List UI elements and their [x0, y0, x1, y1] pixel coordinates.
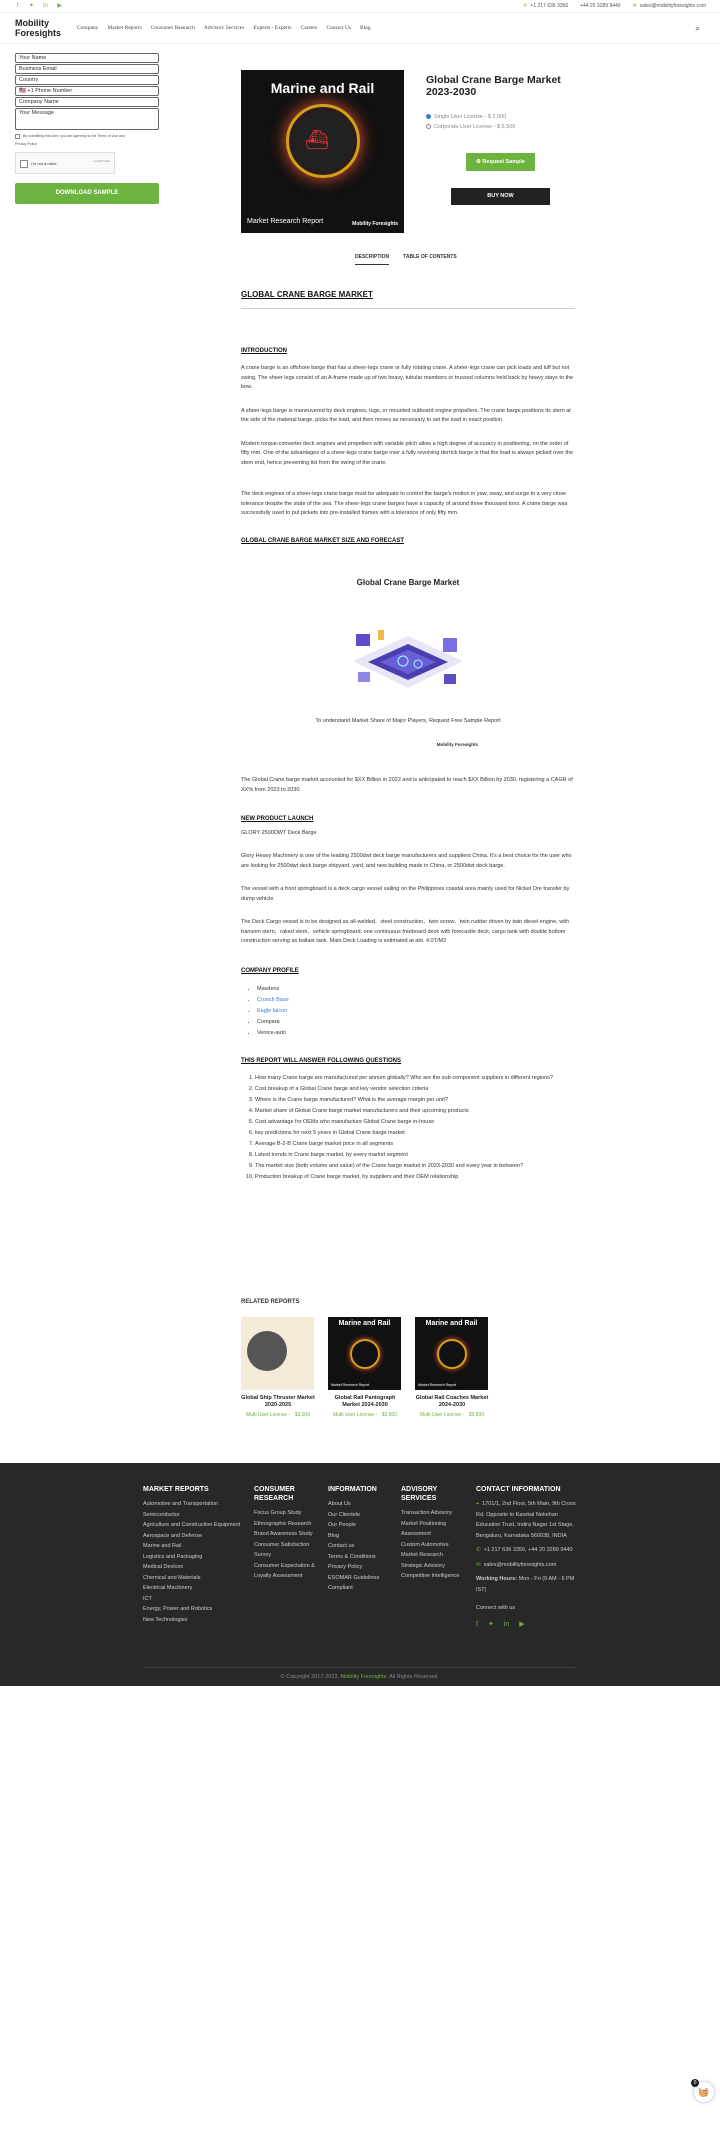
nav-contact[interactable]: Contact Us [326, 25, 351, 31]
questions-list [255, 1073, 575, 1183]
mail-icon: ✉ [476, 1561, 481, 1568]
phone-icon: ✆ [523, 3, 528, 9]
footer-link[interactable]: Ethnographic Research [254, 1520, 312, 1527]
launch-paragraph: The vessel with a front springboard is a deck cargo vessel sailing on the Philippines coastal area mainly used for Nickel Ore transfer by dump vehicle. [241, 886, 570, 902]
country-field[interactable]: Country [15, 75, 159, 85]
footer-link[interactable]: Contact us [328, 1543, 355, 1549]
request-sample-button[interactable]: ⚙ Request Sample [466, 153, 535, 171]
list-item[interactable]: • Eagle falcon [257, 1006, 575, 1017]
top-contacts [523, 3, 706, 9]
launch-heading: NEW PRODUCT LAUNCH [241, 816, 314, 822]
launch-paragraph: GLORY 2500DWT Deck Barge [241, 829, 317, 836]
list-item: 10. Production breakup of Crane barge market, by suppliers and their OEM relationship [255, 1172, 575, 1183]
list-item: 4. Market share of Global Crane barge market manufacturers and their upcoming products [255, 1106, 575, 1117]
footer-link[interactable]: Marine and Rail [143, 1543, 182, 1549]
cart-button[interactable] [694, 2082, 714, 2102]
footer-link[interactable]: Custom Automotive Market Research [401, 1541, 449, 1558]
email-field[interactable]: Business Email [15, 64, 159, 74]
phone-link-2[interactable]: +44 20 3289 9440 [580, 3, 621, 9]
site-footer [0, 1463, 720, 1686]
footer-market-reports: MARKET REPORTS Automotive and Transportation Semiconductor Agriculture and Construction Equipment Aerospace and Defense Marine and Rail Logistics and Packaging Medical Devices Chemical and Materials Electrical Machinery ICT Energy, Power and Robotics New Technologies [143, 1485, 243, 1625]
footer-link[interactable]: Privacy Policy [328, 1564, 363, 1570]
email-link[interactable]: ✉ sales@mobilityforesights.com [632, 3, 706, 9]
footer-link[interactable]: Terms & Conditions [328, 1553, 376, 1560]
list-item: • Venice-auto [257, 1028, 575, 1039]
footer-link[interactable]: Our Clientele [328, 1511, 361, 1518]
footer-link[interactable]: Transaction Advisory [401, 1510, 452, 1516]
list-item: 6. key predictions for next 5 years in Global Crane barge market [255, 1128, 575, 1139]
tabs [355, 254, 457, 265]
footer-contact: CONTACT INFORMATION ⌖ 1701/1, 2nd Floor, 5th Main, 9th Cross Rd, Opposite to Karekal Nekehan Education Trust, Indira Nagar 1st Stage, Bengaluru, Karnataka 560038, INDIA ✆ +1 217 636 3356, +44 20 3289 9440 ✉ sales@mobilityforesights.com Working Hours: Mon - Fri (9 AM - 6 PM IST) Connect with us f ✦ in ▶ [476, 1485, 576, 1630]
launch-paragraph: The Deck Cargo vessel is to be designed as all-welded、steel construction、twin screw、twin rudder driven by twin diesel engine, with transom stern、raked stem、vehicle springboard, one continuous freeboard deck with forecastle deck, cargo tank with double bottom construction serving as ballast tank. Main Deck Loading is estimated at abt. 4.0T/M2 [241, 919, 570, 944]
size-paragraph: The Global Crane barge market accounted for $XX Billion in 2022 and is anticipated to reach $XX Billion by 2030, registering a CAGR of XX% from 2023 to 2030. [241, 777, 573, 793]
footer-link[interactable]: Brand Awareness Study [254, 1531, 313, 1537]
footer-link[interactable]: Competitive Intelligence [401, 1573, 460, 1579]
basket-icon: 🧺 [698, 2087, 710, 2097]
gear-icon: ⚙ [475, 159, 483, 165]
consent-row: By submitting this form, you are agreeing to the Terms of Use and [15, 134, 159, 139]
list-item[interactable]: • Crunch Base [257, 995, 575, 1006]
captcha-checkbox[interactable] [20, 160, 28, 168]
footer-link[interactable]: Logistics and Packaging [143, 1553, 203, 1560]
footer-link[interactable]: ESOMAR Guidelines Compliant [328, 1574, 380, 1591]
thruster-illustration [247, 1331, 287, 1371]
linkedin-icon[interactable]: in [503, 1620, 510, 1628]
footer-link[interactable]: New Technologies [143, 1616, 188, 1623]
copyright: © Copyright 2017-2023, Mobility Foresights. All Rights Reserved [143, 1667, 575, 1680]
infographic-logo: Mobility Foresights [436, 742, 478, 747]
footer-link[interactable]: Aerospace and Defense [143, 1532, 203, 1539]
list-item: 7. Average B-2-B Crane barge market price in all segments [255, 1139, 575, 1150]
message-field[interactable]: Your Message [15, 108, 159, 130]
recaptcha-logo: reCAPTCHA [92, 159, 110, 163]
nav-advisory-services[interactable]: Advisory Services [203, 25, 245, 31]
list-item: 3. Where is the Crane barge manufactured? What is the average margin per unit? [255, 1095, 575, 1106]
footer-link[interactable]: About Us [328, 1501, 351, 1507]
footer-social [476, 1620, 576, 1631]
top-bar [0, 0, 720, 13]
list-item: • Mavdenz [257, 984, 575, 995]
search-icon[interactable]: ⌕ [695, 24, 700, 33]
footer-consumer-research: CONSUMER RESEARCH Focus Group Study Ethnographic Research Brand Awareness Study Consumer Satisfaction Survey Consumer Expectation & Loyalty Assessment [254, 1485, 316, 1582]
buy-now-button[interactable]: BUY NOW [451, 188, 550, 205]
list-item: 9. The market size (both volume and value) of the Crane barge market in 2023-2030 and every year in between? [255, 1161, 575, 1172]
footer-link[interactable]: Blog [328, 1532, 340, 1539]
list-item: • Compara [257, 1017, 575, 1028]
mail-icon: ✉ [632, 3, 637, 9]
license-corporate[interactable]: Corporate User License - $ 6,500 [426, 122, 515, 132]
twitter-icon[interactable]: ✦ [28, 3, 35, 9]
download-sample-button[interactable]: DOWNLOAD SAMPLE [15, 183, 159, 204]
footer-link[interactable]: Agriculture and Construction Equipment [143, 1522, 241, 1528]
footer-link[interactable]: Automotive and Transportation [143, 1501, 218, 1507]
footer-link[interactable]: Energy, Power and Robotics [143, 1606, 213, 1612]
list-item: 1. How many Crane barge are manufactured per annum globally? Who are the sub-component suppliers in different regions? [255, 1073, 575, 1084]
privacy-link[interactable]: Privacy Policy [15, 142, 37, 146]
company-list [257, 984, 575, 1039]
radio-single[interactable] [426, 114, 431, 119]
product-title: Global Crane Barge Market 2023-2030 [426, 74, 561, 98]
tab-description[interactable]: DESCRIPTION [355, 254, 389, 265]
infographic-title: Global Crane Barge Market [356, 578, 460, 587]
tab-table-of-contents[interactable]: TABLE OF CONTENTS [403, 254, 457, 260]
ship-icon: ⛴ [305, 130, 330, 151]
size-heading: GLOBAL CRANE BARGE MARKET SIZE AND FORECAST [241, 537, 405, 544]
consent-checkbox[interactable] [15, 134, 20, 139]
footer-information: INFORMATION About Us Our Clientele Our People Blog Contact us Terms & Conditions Privacy Policy ESOMAR Guidelines Compliant [328, 1485, 392, 1594]
flag-icon[interactable]: 🇺🇸 [19, 88, 26, 94]
main-nav [77, 25, 371, 31]
footer-link[interactable]: Semiconductor [143, 1511, 180, 1518]
intro-heading: INTRODUCTION [241, 347, 287, 354]
related-card[interactable]: Marine and Rail Market Research Report Global Rail Pantograph Market 2024-2030 Multi User License - $3,500 [328, 1317, 402, 1419]
phone-icon: ✆ [476, 1547, 481, 1553]
logo[interactable]: Mobility Foresights [15, 18, 62, 38]
site-header [0, 14, 720, 44]
main-heading: GLOBAL CRANE BARGE MARKET [241, 290, 575, 309]
profile-heading: COMPANY PROFILE [241, 967, 299, 974]
infographic [308, 578, 508, 762]
card-image [241, 1317, 314, 1390]
intro-paragraph: Modern torque-converter deck engines and propellers with variable pitch allow a high degree of accuracy in positioning, on the order of fifty mm. One of the advantages of a sheer-legs crane barge over a fully revolving derrick barge is that the load is always picked over the stern end, hence preventing list from the swing of the crane. [241, 440, 574, 466]
footer-link[interactable]: Electrical Machinery [143, 1585, 193, 1591]
intro-paragraph: A crane barge is an offshore barge that has a sheer-legs crane or fully rotating crane. A sheer-legs crane can pick loads and luff but not swing. The sheer legs consist of an A-frame made up of two heavy, tubular members or trussed columns held back by heavy stays to the bow. [241, 365, 574, 390]
card-image: Marine and Rail Market Research Report [328, 1317, 401, 1390]
footer-link[interactable]: ICT [143, 1595, 152, 1602]
linkedin-icon[interactable]: in [43, 3, 48, 9]
footer-link[interactable]: Chemical and Materials [143, 1574, 201, 1581]
related-card[interactable]: Global Ship Thruster Market 2020-2025 Multi User License - $3,000 [241, 1317, 315, 1419]
social-links [14, 3, 63, 10]
recaptcha: I'm not a robot reCAPTCHA [15, 152, 115, 174]
footer-link[interactable]: Focus Group Study [254, 1510, 302, 1516]
footer-advisory: ADVISORY SERVICES Transaction Advisory Market Positioning Assessment Custom Automotive Market Research Strategic Advisory Competitive Intelligence [401, 1485, 463, 1582]
footer-link[interactable]: Consumer Satisfaction Survey [254, 1541, 310, 1558]
nav-experts[interactable]: Experts - Experts [253, 25, 292, 31]
list-item: 8. Latest trends in Crane barge market, by every market segment [255, 1150, 575, 1161]
questions-heading: THIS REPORT WILL ANSWER FOLLOWING QUESTIONS [241, 1058, 401, 1064]
facebook-icon[interactable]: f [16, 3, 19, 9]
nav-consumer-research[interactable]: Consumer Research [150, 25, 195, 31]
nav-careers[interactable]: Careers [300, 25, 318, 31]
list-item: 5. Cost advantage for OEMs who manufacture Global Crane barge in-house [255, 1117, 575, 1128]
footer-link[interactable]: Our People [328, 1522, 356, 1528]
report-description [241, 290, 575, 1183]
nav-blog[interactable]: Blog [359, 25, 371, 31]
license-single[interactable]: Single User License - $ 3,500 [426, 112, 515, 122]
phone-field[interactable]: 🇺🇸 +1 Phone Number [15, 86, 159, 96]
twitter-icon[interactable]: ✦ [487, 1620, 494, 1628]
company-field[interactable]: Company Name [15, 97, 159, 107]
phone-link-1[interactable]: ✆ +1 217 636 3356 [523, 3, 569, 9]
footer-link[interactable]: Strategic Advisory [401, 1562, 446, 1569]
footer-link[interactable]: Market Positioning Assessment [401, 1520, 447, 1537]
radio-corporate[interactable] [426, 124, 431, 129]
card-image: Marine and Rail Market Research Report [415, 1317, 488, 1390]
related-reports [241, 1299, 541, 1419]
launch-paragraph: Glory Heavy Machinery is one of the leading 2500dwt deck barge manufacturers and suppliers China. It's a best choice for the user who are looking for 2500dwt deck barge shipyard, yard, and new building made in China, or 2500dwt deck barge. [241, 853, 572, 869]
license-options [426, 112, 515, 132]
infographic-illustration [348, 626, 468, 696]
youtube-icon[interactable]: ▶ [519, 1620, 525, 1628]
sample-request-form [15, 53, 159, 204]
related-card[interactable]: Marine and Rail Market Research Report Global Rail Coaches Market 2024-2030 Multi User License - $3,500 [415, 1317, 489, 1419]
location-icon: ⌖ [476, 1501, 480, 1507]
footer-link[interactable]: Medical Devices [143, 1564, 184, 1570]
facebook-icon[interactable]: f [476, 1620, 478, 1628]
youtube-icon[interactable]: ▶ [57, 3, 62, 9]
nav-company[interactable]: Company [77, 25, 99, 31]
report-cover-image: Marine and Rail ⛴ Market Research Report Mobility Foresights [241, 70, 404, 233]
infographic-caption: To understand Market Share of Major Players, Request Free Sample Report [315, 718, 501, 724]
nav-market-reports[interactable]: Market Reports [107, 25, 142, 31]
cart-count: 0 [691, 2079, 699, 2087]
footer-link[interactable]: Consumer Expectation & Loyalty Assessment [254, 1562, 315, 1579]
name-field[interactable]: Your Name [15, 53, 159, 63]
intro-paragraph: The deck engines of a sheer-legs crane barge must be adequate to control the barge's motion in yaw, sway, and surge to a very close tolerance despite the state of the sea. The sheer-legs crane barges have a capacity of around three thousand tons. A crane barge was successfully used to put pickets into pre-installed frames with a tolerance of only fifty mm. [241, 491, 568, 516]
intro-paragraph: A sheer-legs barge is maneuvered by deck engines, tugs, or mounted outboard engine propellers. The crane barge positions its stern at the side of the material barge, picks the load, and then moves as necessary to set the load in exact position. [241, 407, 571, 423]
related-heading: RELATED REPORTS [241, 1299, 300, 1305]
list-item: 2. Cost breakup of a Global Crane barge and key vendor selection criteria [255, 1084, 575, 1095]
